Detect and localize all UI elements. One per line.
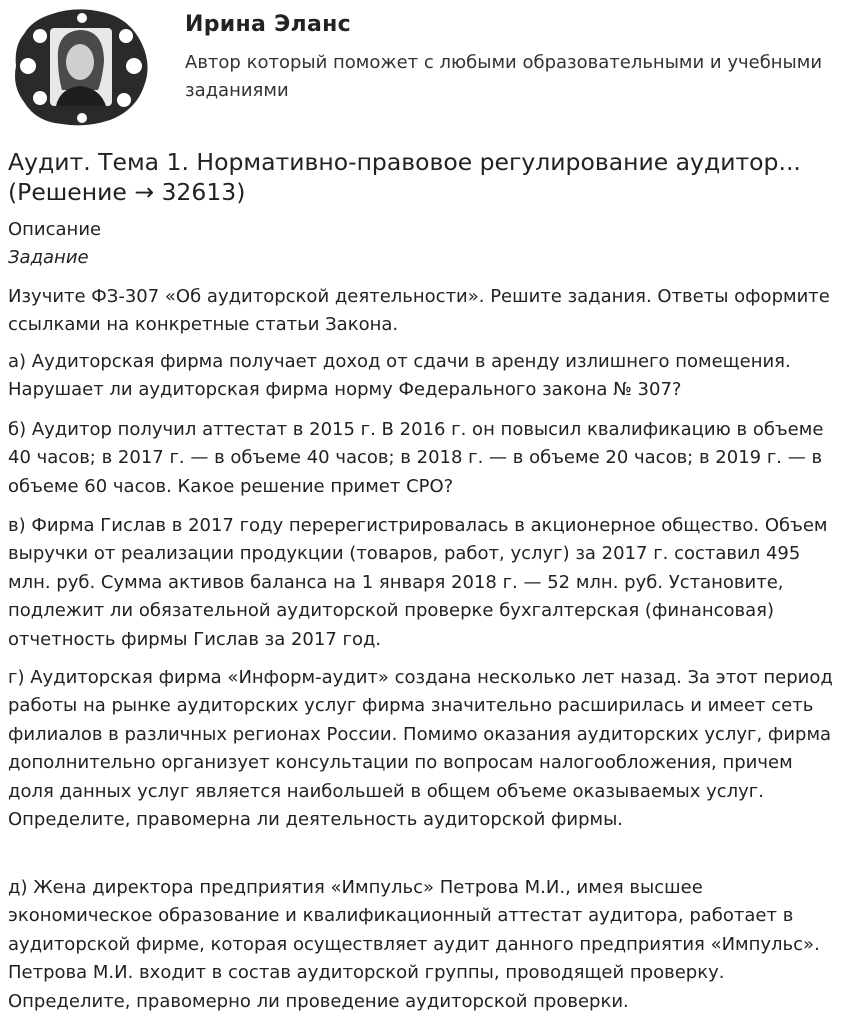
section-subheading: Задание — [8, 247, 89, 268]
task-paragraph-d: д) Жена директора предприятия «Импульс» Петрова М.И., имея высшее экономическое образование и квалификационный аттестат аудитора, работает в аудиторской фирме, которая осуществляет аудит данного предприятия «Импульс». Петрова М.И. входит в состав аудиторской группы, проводящей проверку. Определите, правомерно ли проведение аудиторской проверки. — [8, 877, 820, 1012]
task-paragraph-g: г) Аудиторская фирма «Информ-аудит» создана несколько лет назад. За этот период работы на рынке аудиторских услуг фирма значительно расширилась и имеет сеть филиалов в различных регионах России. Помимо оказания аудиторских услуг, фирма дополнительно организует консультации по вопросам налогообложения, причем доля данных услуг является наибольшей в общем объеме оказываемых услуг. Определите, правомерна ли деятельность аудиторской фирмы. — [8, 667, 833, 831]
task-paragraph-a: а) Аудиторская фирма получает доход от сдачи в аренду излишнего помещения. Нарушает ли аудиторская фирма норму Федерального закона № 307? — [8, 351, 791, 401]
section-label: Описание — [8, 219, 102, 240]
author-block — [0, 0, 847, 135]
author-name[interactable]: Ирина Эланс — [185, 12, 351, 37]
page-title: Аудит. Тема 1. Нормативно-правовое регулирование аудитор... (Решение → 32613) — [8, 148, 801, 206]
author-avatar[interactable] — [6, 6, 152, 128]
author-description: Автор который поможет с любыми образовательными и учебными заданиями — [185, 52, 823, 101]
task-paragraph-v: в) Фирма Гислав в 2017 году перерегистрировалась в акционерное общество. Объем выручки от реализации продукции (товаров, работ, услуг) за 2017 г. составил 495 млн. руб. Сумма активов баланса на 1 января 2018 г. — 52 млн. руб. Установите, подлежит ли обязательной аудиторской проверке бухгалтерская (финансовая) отчетность фирмы Гислав за 2017 год. — [8, 515, 828, 650]
avatar-photo — [56, 30, 106, 106]
task-intro-paragraph: Изучите ФЗ-307 «Об аудиторской деятельности». Решите задания. Ответы оформите ссылками на конкретные статьи Закона. — [8, 286, 830, 336]
task-paragraph-b: б) Аудитор получил аттестат в 2015 г. В 2016 г. он повысил квалификацию в объеме 40 часов; в 2017 г. — в объеме 40 часов; в 2018 г. — в объеме 20 часов; в 2019 г. — в объеме 60 часов. Какое решение примет СРО? — [8, 419, 824, 497]
